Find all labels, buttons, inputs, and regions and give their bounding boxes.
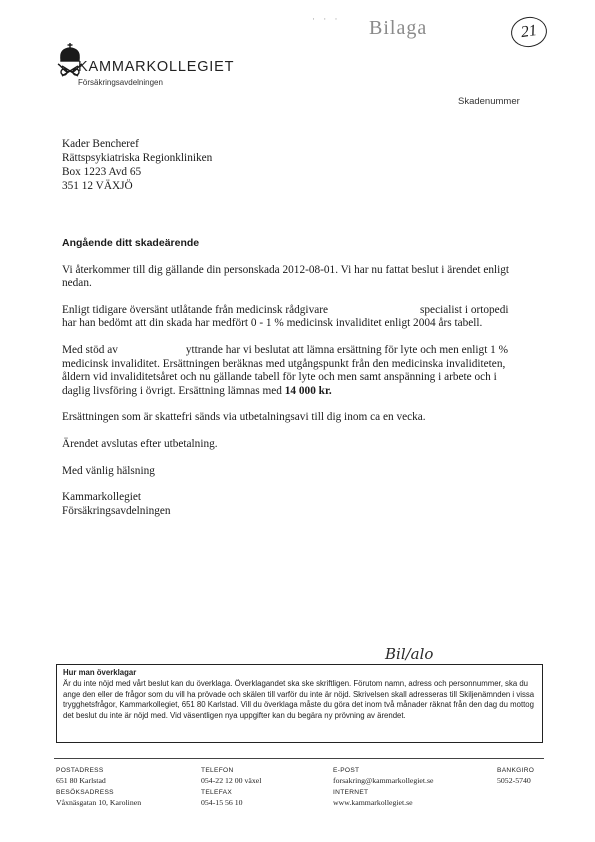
recipient-org: Rättspsykiatriska Regionkliniken xyxy=(62,152,213,164)
footer-online-column xyxy=(333,766,434,810)
greeting: Med vänlig hälsning xyxy=(62,464,155,477)
postadress-value: 651 80 Karlstad xyxy=(56,775,106,785)
org-department: Försäkringsavdelningen xyxy=(78,78,163,87)
internet-label: INTERNET xyxy=(333,789,369,796)
signature-dept: Försäkringsavdelningen xyxy=(62,504,171,517)
besoksadress-label: BESÖKSADRESS xyxy=(56,789,114,796)
paragraph-3-start: Med stöd av xyxy=(62,343,118,356)
signature-org: Kammarkollegiet xyxy=(62,491,142,504)
recipient-box: Box 1223 Avd 65 xyxy=(62,166,142,178)
page-number-circle: 21 xyxy=(509,15,549,50)
besoksadress-value: Våxnäsgatan 10, Karolinen xyxy=(56,797,142,807)
bankgiro-label: BANKGIRO xyxy=(497,767,535,774)
paragraph-2-start: Enligt tidigare översänt utlåtande från medicinsk rådgivare xyxy=(62,303,329,316)
paragraph-3-body: yttrande har vi beslutat att lämna ersättning för lyte och men enligt 1 % medicinsk invaliditet. Ersättningen beräknas med utgångspunkt från den medicinska invaliditeten, åldern vid invaliditetsåret och nu gällande tabell för lyte och men samt anspänning i arbete och i daglig livsföring i övrigt. Ersättning lämnas med xyxy=(62,343,509,397)
letter-subject: Angående ditt skadeärende xyxy=(62,237,200,249)
recipient-postal: 351 12 VÄXJÖ xyxy=(62,180,133,192)
telefon-value: 054-22 12 00 växel xyxy=(201,775,262,785)
letter-body xyxy=(62,237,522,518)
bilaga-stamp: Bilaga xyxy=(369,17,428,39)
telefax-label: TELEFAX xyxy=(201,789,233,796)
footer-divider xyxy=(54,758,544,759)
footer-address-column xyxy=(56,766,141,810)
handwritten-note: Bil/alo xyxy=(385,645,434,663)
epost-label: E-POST xyxy=(333,767,360,774)
claim-number-label: Skadenummer xyxy=(458,96,520,107)
org-name: KAMMARKOLLEGIET xyxy=(78,59,235,75)
recipient-address xyxy=(62,137,212,193)
paragraph-5: Ärendet avslutas efter utbetalning. xyxy=(62,437,218,450)
epost-value: forsakring@kammarkollegiet.se xyxy=(333,775,434,785)
paragraph-4: Ersättningen som är skattefri sänds via utbetalningsavi till dig inom ca en vecka. xyxy=(62,411,426,424)
appeal-info-box xyxy=(56,664,543,743)
postadress-label: POSTADRESS xyxy=(56,767,104,774)
signature-block xyxy=(62,491,522,518)
telefax-value: 054-15 56 10 xyxy=(201,797,243,807)
compensation-amount: 14 000 kr. xyxy=(284,384,332,397)
paragraph-3 xyxy=(62,344,522,398)
scan-marks: · · · xyxy=(312,14,341,24)
footer-phone-column xyxy=(201,766,261,810)
appeal-text: Är du inte nöjd med vårt beslut kan du överklaga. Överklagandet ska ske skriftligen. Förutom namn, adress och personnummer, ska du ange den eller de frågor som du vill ha prövade och skälen till varför du inte är nöjd. Skrivelsen skall adresseras till Skiljenämnden i vissa trygghetsfrågor, Kammarkollegiet, 651 80 Karlstad. Vill du överklaga måste du göra det inom två månader räknat från den dag du mottog det beslut du inte är nöjd med. Vid väsentligen nya uppgifter kan du begära ny prövning av ärendet. xyxy=(63,679,535,720)
bankgiro-value: 5052-5740 xyxy=(497,775,531,785)
paragraph-2 xyxy=(62,304,522,331)
paragraph-1: Vi återkommer till dig gällande din personskada 2012-08-01. Vi har nu fattat beslut i ärendet enligt nedan. xyxy=(62,263,510,290)
telefon-label: TELEFON xyxy=(201,767,234,774)
internet-value: www.kammarkollegiet.se xyxy=(333,797,413,807)
recipient-name: Kader Bencheref xyxy=(62,138,139,150)
footer-bank-column xyxy=(497,766,534,788)
appeal-title: Hur man överklagar xyxy=(63,668,137,677)
paragraph-2-end: specialist i ortopedi har han bedömt att din skada har medfört 0 - 1 % medicinsk invaliditet enligt 2004 års tabell. xyxy=(62,303,509,330)
